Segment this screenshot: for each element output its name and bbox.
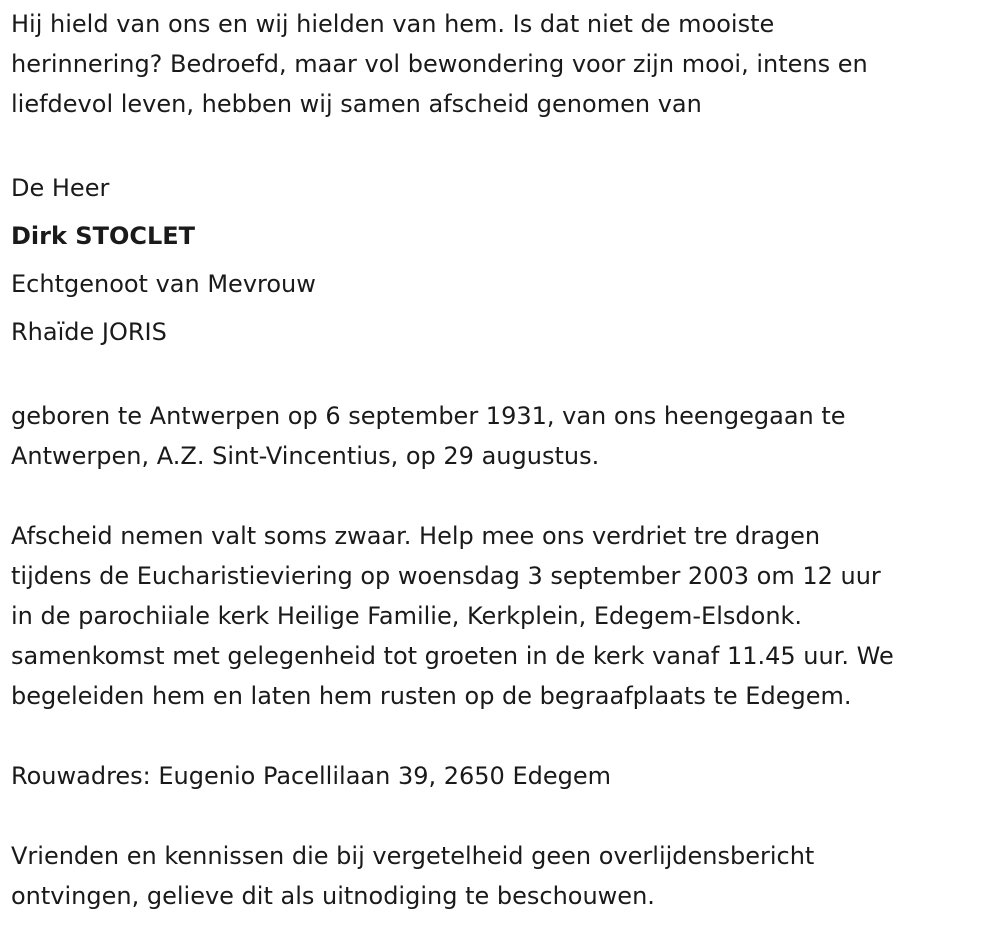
intro-line-2: herinnering? Bedroefd, maar vol bewondering voor zijn mooi, intens en (11, 50, 868, 78)
closing-line-2: ontvingen, gelieve dit als uitnodiging te beschouwen. (11, 882, 655, 910)
spacer (11, 716, 990, 756)
spacer (11, 356, 990, 396)
birth-line-1: geboren te Antwerpen op 6 september 1931, van ons heengegaan te (11, 402, 846, 430)
intro-line-1: Hij hield van ons en wij hielden van hem. Is dat niet de mooiste (11, 10, 775, 38)
birth-paragraph (11, 396, 990, 476)
person-name: Dirk STOCLET (11, 222, 196, 250)
closing-paragraph (11, 836, 990, 916)
spacer (11, 476, 990, 516)
closing-line-1: Vrienden en kennissen die bij vergetelheid geen overlijdensbericht (11, 842, 815, 870)
spacer (11, 796, 990, 836)
ceremony-line-5: begeleiden hem en laten hem rusten op de begraafplaats te Edegem. (11, 682, 852, 710)
person-spouse: Rhaïde JORIS (11, 318, 167, 346)
ceremony-line-3: in de parochiiale kerk Heilige Familie, Kerkplein, Edegem-Elsdonk. (11, 602, 803, 630)
person-relation: Echtgenoot van Mevrouw (11, 270, 316, 298)
spacer (11, 124, 990, 164)
person-title: De Heer (11, 174, 110, 202)
ceremony-paragraph (11, 516, 990, 716)
address-paragraph (11, 756, 990, 796)
intro-paragraph (11, 4, 990, 124)
ceremony-line-1: Afscheid nemen valt soms zwaar. Help mee ons verdriet tre dragen (11, 522, 821, 550)
birth-line-2: Antwerpen, A.Z. Sint-Vincentius, op 29 augustus. (11, 442, 600, 470)
person-block (11, 164, 990, 356)
ceremony-line-2: tijdens de Eucharistieviering op woensdag 3 september 2003 om 12 uur (11, 562, 881, 590)
intro-line-3: liefdevol leven, hebben wij samen afscheid genomen van (11, 90, 702, 118)
mourning-address: Rouwadres: Eugenio Pacellilaan 39, 2650 Edegem (11, 762, 611, 790)
ceremony-line-4: samenkomst met gelegenheid tot groeten in de kerk vanaf 11.45 uur. We (11, 642, 894, 670)
